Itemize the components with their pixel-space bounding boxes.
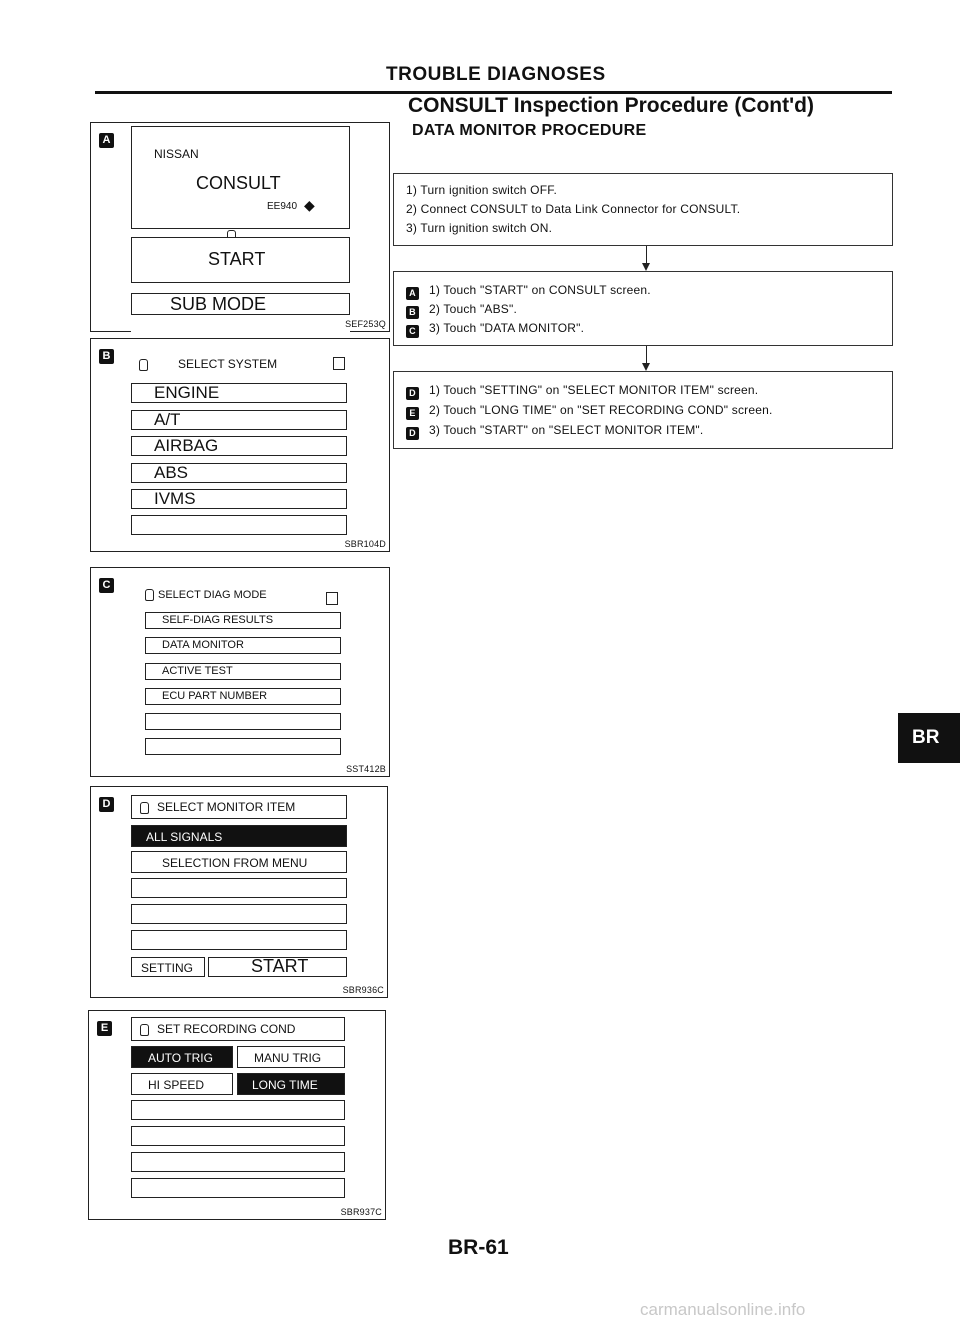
select-monitor-title-bar — [131, 795, 347, 819]
recording-empty-slot — [131, 1152, 345, 1172]
figure-a — [90, 122, 390, 332]
procedure-line — [406, 403, 773, 420]
procedure-text: 2) Touch "ABS". — [429, 302, 518, 316]
hand-icon — [139, 359, 148, 371]
system-engine-label: ENGINE — [154, 383, 220, 402]
procedure-line — [406, 302, 517, 319]
auto-trig-label: AUTO TRIG — [148, 1051, 213, 1065]
hi-speed-label: HI SPEED — [148, 1078, 205, 1092]
figure-e-badge: E — [97, 1021, 112, 1036]
flow-arrow-icon — [642, 263, 650, 271]
diag-active-test-label: ACTIVE TEST — [162, 665, 233, 677]
select-system-label: SELECT SYSTEM — [178, 357, 278, 371]
procedure-step-3 — [393, 371, 893, 449]
ref-badge-d: D — [406, 387, 419, 400]
procedure-line: 2) Connect CONSULT to Data Link Connector for CONSULT. — [406, 202, 741, 216]
manu-trig-button[interactable] — [237, 1046, 345, 1068]
figure-a-code: SEF253Q — [345, 319, 386, 329]
set-recording-title-bar — [131, 1017, 345, 1041]
all-signals-button[interactable] — [131, 825, 347, 847]
pointer-arrow-icon: ◆ — [304, 197, 315, 213]
procedure-line — [406, 423, 703, 440]
diag-self-diag-button[interactable] — [145, 612, 341, 629]
procedure-line — [406, 383, 758, 400]
recording-empty-slot — [131, 1126, 345, 1146]
system-airbag-label: AIRBAG — [154, 436, 219, 455]
system-empty-slot — [131, 515, 347, 535]
procedure-line: 3) Turn ignition switch ON. — [406, 221, 553, 235]
procedure-line — [406, 321, 584, 338]
select-monitor-label: SELECT MONITOR ITEM — [157, 800, 296, 814]
selection-from-menu-button[interactable] — [131, 851, 347, 873]
section-title: TROUBLE DIAGNOSES — [386, 64, 606, 85]
watermark: carmanualsonline.info — [640, 1300, 806, 1319]
diag-data-monitor-button[interactable] — [145, 637, 341, 654]
system-at-button[interactable] — [131, 410, 347, 430]
ref-badge-d: D — [406, 427, 419, 440]
checkbox-icon — [333, 357, 345, 370]
figure-b-code: SBR104D — [344, 539, 386, 549]
system-at-label: A/T — [154, 410, 181, 429]
page-heading: CONSULT Inspection Procedure (Cont'd) — [408, 94, 814, 117]
figure-b-badge: B — [99, 349, 114, 364]
procedure-line — [406, 283, 651, 300]
sub-mode-button[interactable] — [131, 293, 350, 315]
figure-d-badge: D — [99, 797, 114, 812]
diag-active-test-button[interactable] — [145, 663, 341, 680]
procedure-step-1 — [393, 173, 893, 246]
figure-a-badge: A — [99, 133, 114, 148]
procedure-text: 3) Touch "DATA MONITOR". — [429, 321, 585, 335]
select-diag-title — [145, 589, 267, 601]
diag-empty-slot — [145, 713, 341, 730]
diag-empty-slot — [145, 738, 341, 755]
select-monitor-title — [140, 800, 295, 814]
flow-arrow-line — [646, 346, 647, 363]
selection-from-menu-label: SELECTION FROM MENU — [162, 856, 308, 870]
figure-e — [88, 1010, 386, 1220]
all-signals-label: ALL SIGNALS — [146, 830, 223, 844]
recording-empty-slot — [131, 1100, 345, 1120]
figure-c — [90, 567, 390, 777]
select-system-title — [139, 357, 277, 371]
ref-badge-a: A — [406, 287, 419, 300]
select-diag-label: SELECT DIAG MODE — [158, 589, 267, 601]
system-engine-button[interactable] — [131, 383, 347, 403]
procedure-line: 1) Turn ignition switch OFF. — [406, 183, 557, 197]
figure-d-code: SBR936C — [342, 985, 384, 995]
procedure-text: 2) Touch "LONG TIME" on "SET RECORDING COND" screen. — [429, 403, 773, 417]
start-button[interactable] — [131, 237, 350, 283]
set-recording-label: SET RECORDING COND — [157, 1022, 296, 1036]
brand-label: NISSAN — [154, 147, 199, 161]
system-airbag-button[interactable] — [131, 436, 347, 456]
ref-badge-b: B — [406, 306, 419, 319]
flow-arrow-line — [646, 246, 647, 263]
figure-e-code: SBR937C — [340, 1207, 382, 1217]
system-ivms-label: IVMS — [154, 489, 196, 508]
procedure-step-2 — [393, 271, 893, 346]
procedure-text: 1) Touch "SETTING" on "SELECT MONITOR ITEM" screen. — [429, 383, 759, 397]
figure-d — [90, 786, 388, 998]
checkbox-icon — [326, 592, 338, 605]
hand-icon — [140, 1024, 149, 1036]
figure-c-badge: C — [99, 578, 114, 593]
monitor-empty-slot — [131, 904, 347, 924]
diag-ecu-part-label: ECU PART NUMBER — [162, 690, 268, 702]
diag-data-monitor-label: DATA MONITOR — [162, 639, 244, 651]
monitor-empty-slot — [131, 930, 347, 950]
monitor-start-label: START — [251, 956, 309, 976]
ref-badge-e: E — [406, 407, 419, 420]
sub-heading: DATA MONITOR PROCEDURE — [412, 122, 647, 139]
hi-speed-button[interactable] — [131, 1073, 233, 1095]
monitor-start-button[interactable] — [208, 957, 347, 977]
system-ivms-button[interactable] — [131, 489, 347, 509]
system-abs-button[interactable] — [131, 463, 347, 483]
setting-button[interactable] — [131, 957, 205, 977]
monitor-empty-slot — [131, 878, 347, 898]
figure-c-code: SST412B — [346, 764, 386, 774]
flow-arrow-icon — [642, 363, 650, 371]
diag-ecu-part-button[interactable] — [145, 688, 341, 705]
page-number: BR-61 — [448, 1236, 509, 1259]
set-recording-title — [140, 1022, 295, 1036]
diag-self-diag-label: SELF-DIAG RESULTS — [162, 614, 274, 626]
figure-b — [90, 338, 390, 552]
system-abs-label: ABS — [154, 463, 189, 482]
procedure-text: 3) Touch "START" on "SELECT MONITOR ITEM". — [429, 423, 704, 437]
section-side-tab: BR — [898, 713, 960, 763]
long-time-label: LONG TIME — [252, 1078, 318, 1092]
hand-icon — [140, 802, 149, 814]
hand-icon — [145, 589, 154, 601]
setting-label: SETTING — [141, 961, 194, 975]
manu-trig-label: MANU TRIG — [254, 1051, 322, 1065]
long-time-button[interactable] — [237, 1073, 345, 1095]
recording-empty-slot — [131, 1178, 345, 1198]
ref-badge-c: C — [406, 325, 419, 338]
auto-trig-button[interactable] — [131, 1046, 233, 1068]
procedure-text: 1) Touch "START" on CONSULT screen. — [429, 283, 651, 297]
model-label: EE940 — [267, 201, 298, 212]
product-label: CONSULT — [196, 173, 281, 193]
consult-top-panel — [131, 126, 350, 229]
sub-mode-label: SUB MODE — [170, 294, 267, 314]
start-label: START — [208, 249, 266, 269]
